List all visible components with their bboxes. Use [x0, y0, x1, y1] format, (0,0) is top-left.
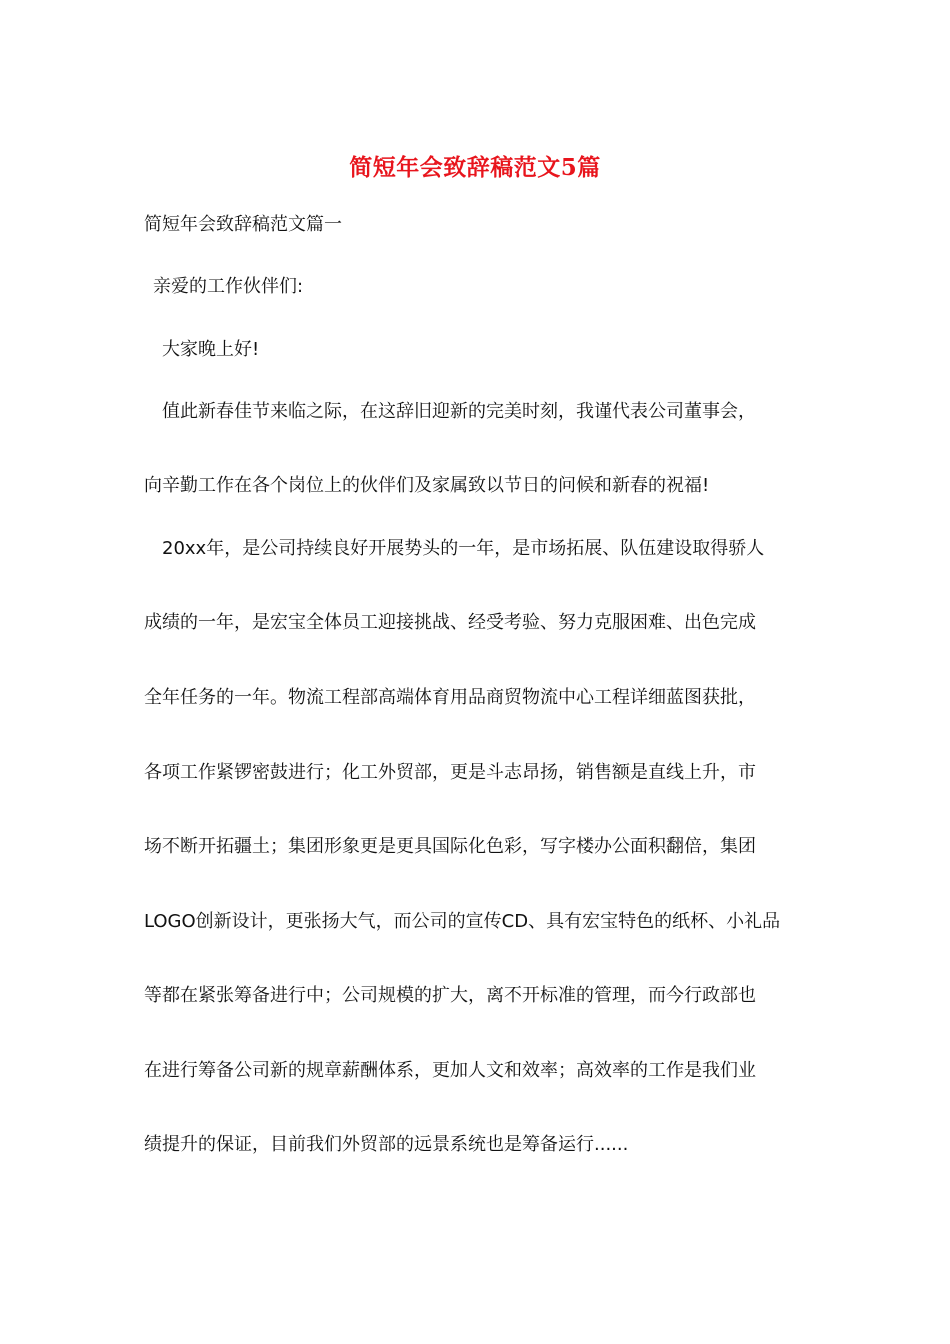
- body-line: 值此新春佳节来临之际，在这辞旧迎新的完美时刻，我谨代表公司董事会，: [162, 401, 756, 422]
- section-heading: 简短年会致辞稿范文篇一: [144, 214, 342, 235]
- greeting: 大家晚上好!: [162, 339, 260, 360]
- body-line: LOGO创新设计，更张扬大气，而公司的宣传CD、具有宏宝特色的纸杯、小礼品: [144, 911, 781, 932]
- body-line: 各项工作紧锣密鼓进行；化工外贸部，更是斗志昂扬，销售额是直线上升，市: [144, 762, 756, 783]
- body-line: 场不断开拓疆土；集团形象更是更具国际化色彩，写字楼办公面积翻倍，集团: [144, 836, 756, 857]
- body-line: 20xx年，是公司持续良好开展势头的一年，是市场拓展、队伍建设取得骄人: [162, 538, 765, 559]
- body-line: 成绩的一年，是宏宝全体员工迎接挑战、经受考验、努力克服困难、出色完成: [144, 612, 756, 633]
- body-line: 等都在紧张筹备进行中；公司规模的扩大，离不开标准的管理，而今行政部也: [144, 985, 756, 1006]
- document-title: 简短年会致辞稿范文5篇: [349, 154, 601, 181]
- body-line: 全年任务的一年。物流工程部高端体育用品商贸物流中心工程详细蓝图获批，: [144, 687, 756, 708]
- body-line: 在进行筹备公司新的规章薪酬体系，更加人文和效率；高效率的工作是我们业: [144, 1060, 756, 1081]
- body-line: 绩提升的保证，目前我们外贸部的远景系统也是筹备运行......: [144, 1134, 629, 1155]
- body-line: 向辛勤工作在各个岗位上的伙伴们及家属致以节日的问候和新春的祝福!: [144, 475, 710, 496]
- salutation: 亲爱的工作伙伴们:: [153, 276, 304, 297]
